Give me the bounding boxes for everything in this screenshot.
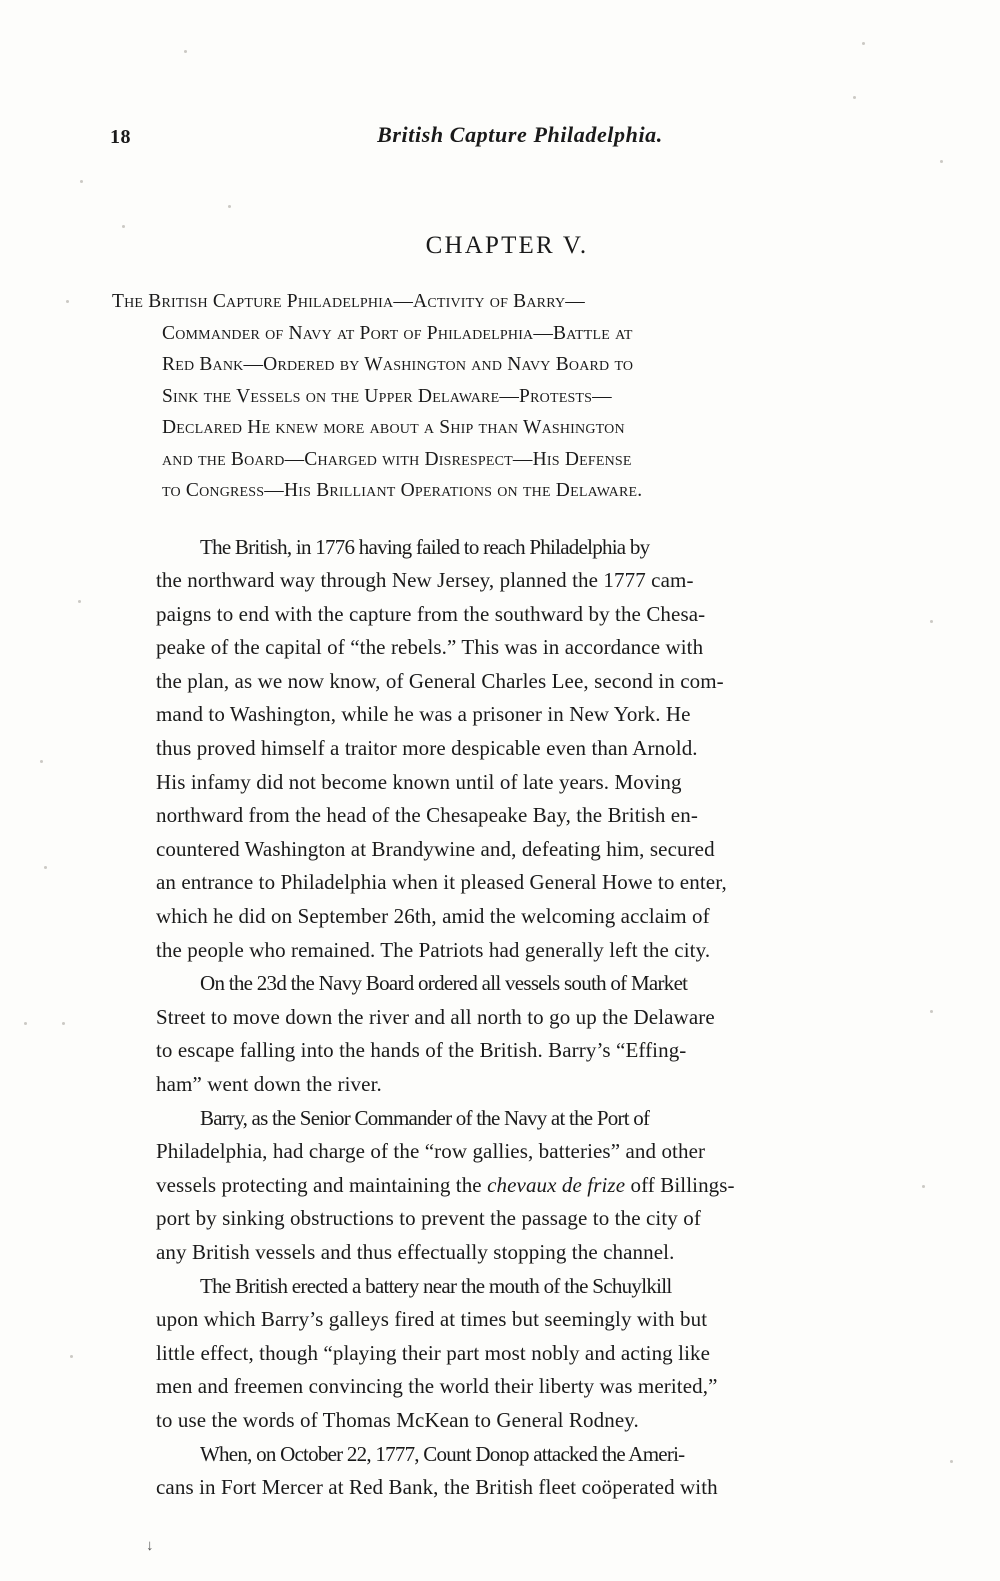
italic-phrase: chevaux de frize: [487, 1172, 626, 1197]
scan-speck: [862, 42, 865, 45]
scan-speck: [62, 1022, 65, 1025]
bottom-mark: ↓: [146, 1538, 154, 1554]
scan-speck: [44, 866, 47, 869]
paragraph: [112, 1270, 902, 1438]
synopsis-line: to Congress—His Brilliant Operations on the Delaware.: [162, 480, 643, 501]
synopsis-line: Sink the Vessels on the Upper Delaware—Protests—: [162, 385, 612, 407]
text-line: paigns to end with the capture from the southward by the Chesa-: [156, 601, 706, 626]
text-line: port by sinking obstructions to prevent the passage to the city of: [156, 1206, 701, 1231]
scan-speck: [66, 300, 69, 303]
scan-speck: [70, 1355, 73, 1358]
synopsis-line: Red Bank—Ordered by Washington and Navy Board to: [162, 354, 634, 375]
text-line: mand to Washington, while he was a prisoner in New York. He: [156, 702, 691, 727]
text-line: the northward way through New Jersey, planned the 1777 cam-: [156, 568, 694, 593]
text-line: to use the words of Thomas McKean to General Rodney.: [156, 1407, 639, 1432]
scan-speck: [78, 600, 81, 603]
scan-speck: [950, 1460, 953, 1463]
text-line: The British, in 1776 having failed to reach Philadelphia by: [200, 534, 650, 559]
synopsis-line: Declared He knew more about a Ship than Washington: [162, 417, 625, 438]
scan-speck: [184, 50, 187, 53]
text-line: countered Washington at Brandywine and, defeating him, secured: [156, 836, 715, 861]
text-line: the plan, as we now know, of General Charles Lee, second in com-: [156, 668, 724, 693]
scan-speck: [40, 760, 43, 763]
text-line: an entrance to Philadelphia when it pleased General Howe to enter,: [156, 870, 727, 895]
chapter-synopsis: [112, 286, 902, 507]
text-line: peake of the capital of “the rebels.” This was in accordance with: [156, 635, 704, 660]
scan-speck: [853, 96, 856, 99]
paragraph: [112, 1102, 902, 1270]
text-line: little effect, though “playing their part most nobly and acting like: [156, 1340, 711, 1365]
paragraph: [112, 531, 902, 968]
text-line-with-italic: vessels protecting and maintaining the chevaux de frize off Billings-: [156, 1172, 735, 1197]
paragraph: [112, 1438, 902, 1505]
scan-speck: [80, 180, 83, 183]
text-line: the people who remained. The Patriots had generally left the city.: [156, 937, 711, 962]
scan-speck: [930, 1010, 933, 1013]
text-line: The British erected a battery near the mouth of the Schuylkill: [200, 1273, 672, 1298]
text-line: When, on October 22, 1777, Count Donop attacked the Ameri-: [200, 1441, 685, 1466]
paragraph: [112, 967, 902, 1101]
text-line: ham” went down the river.: [156, 1072, 382, 1096]
scan-speck: [930, 620, 933, 623]
text-line: cans in Fort Mercer at Red Bank, the British fleet coöperated with: [156, 1475, 718, 1500]
scan-speck: [228, 205, 231, 208]
text-line: His infamy did not become known until of late years. Moving: [156, 769, 682, 794]
text-line: men and freemen convincing the world their liberty was merited,”: [156, 1374, 718, 1399]
running-head: [110, 122, 890, 152]
text-line: On the 23d the Navy Board ordered all vessels south of Market: [200, 971, 688, 996]
synopsis-line: and the Board—Charged with Disrespect—His Defense: [162, 448, 632, 470]
text-line: upon which Barry’s galleys fired at times but seemingly with but: [156, 1307, 708, 1332]
text-line: any British vessels and thus effectually stopping the channel.: [156, 1239, 675, 1264]
scan-speck: [24, 1022, 27, 1025]
text-line: Philadelphia, had charge of the “row gallies, batteries” and other: [156, 1139, 706, 1164]
text-line: Barry, as the Senior Commander of the Navy at the Port of: [200, 1105, 650, 1130]
text-line: which he did on September 26th, amid the welcoming acclaim of: [156, 904, 710, 929]
scan-speck: [122, 225, 125, 228]
scan-speck: [922, 1185, 925, 1188]
page-content: [112, 232, 902, 1505]
text-line: northward from the head of the Chesapeake Bay, the British en-: [156, 803, 698, 828]
synopsis-line: Commander of Navy at Port of Philadelphia—Battle at: [162, 322, 633, 344]
text-line: thus proved himself a traitor more despicable even than Arnold.: [156, 736, 698, 761]
synopsis-line: The British Capture Philadelphia—Activity of Barry—: [112, 291, 585, 312]
page-number: 18: [110, 126, 131, 148]
running-head-title: British Capture Philadelphia.: [377, 122, 663, 147]
scan-speck: [940, 160, 943, 163]
chapter-title: CHAPTER V.: [425, 232, 589, 259]
text-line: Street to move down the river and all north to go up the Delaware: [156, 1004, 715, 1029]
text-line: to escape falling into the hands of the British. Barry’s “Effing-: [156, 1038, 687, 1063]
